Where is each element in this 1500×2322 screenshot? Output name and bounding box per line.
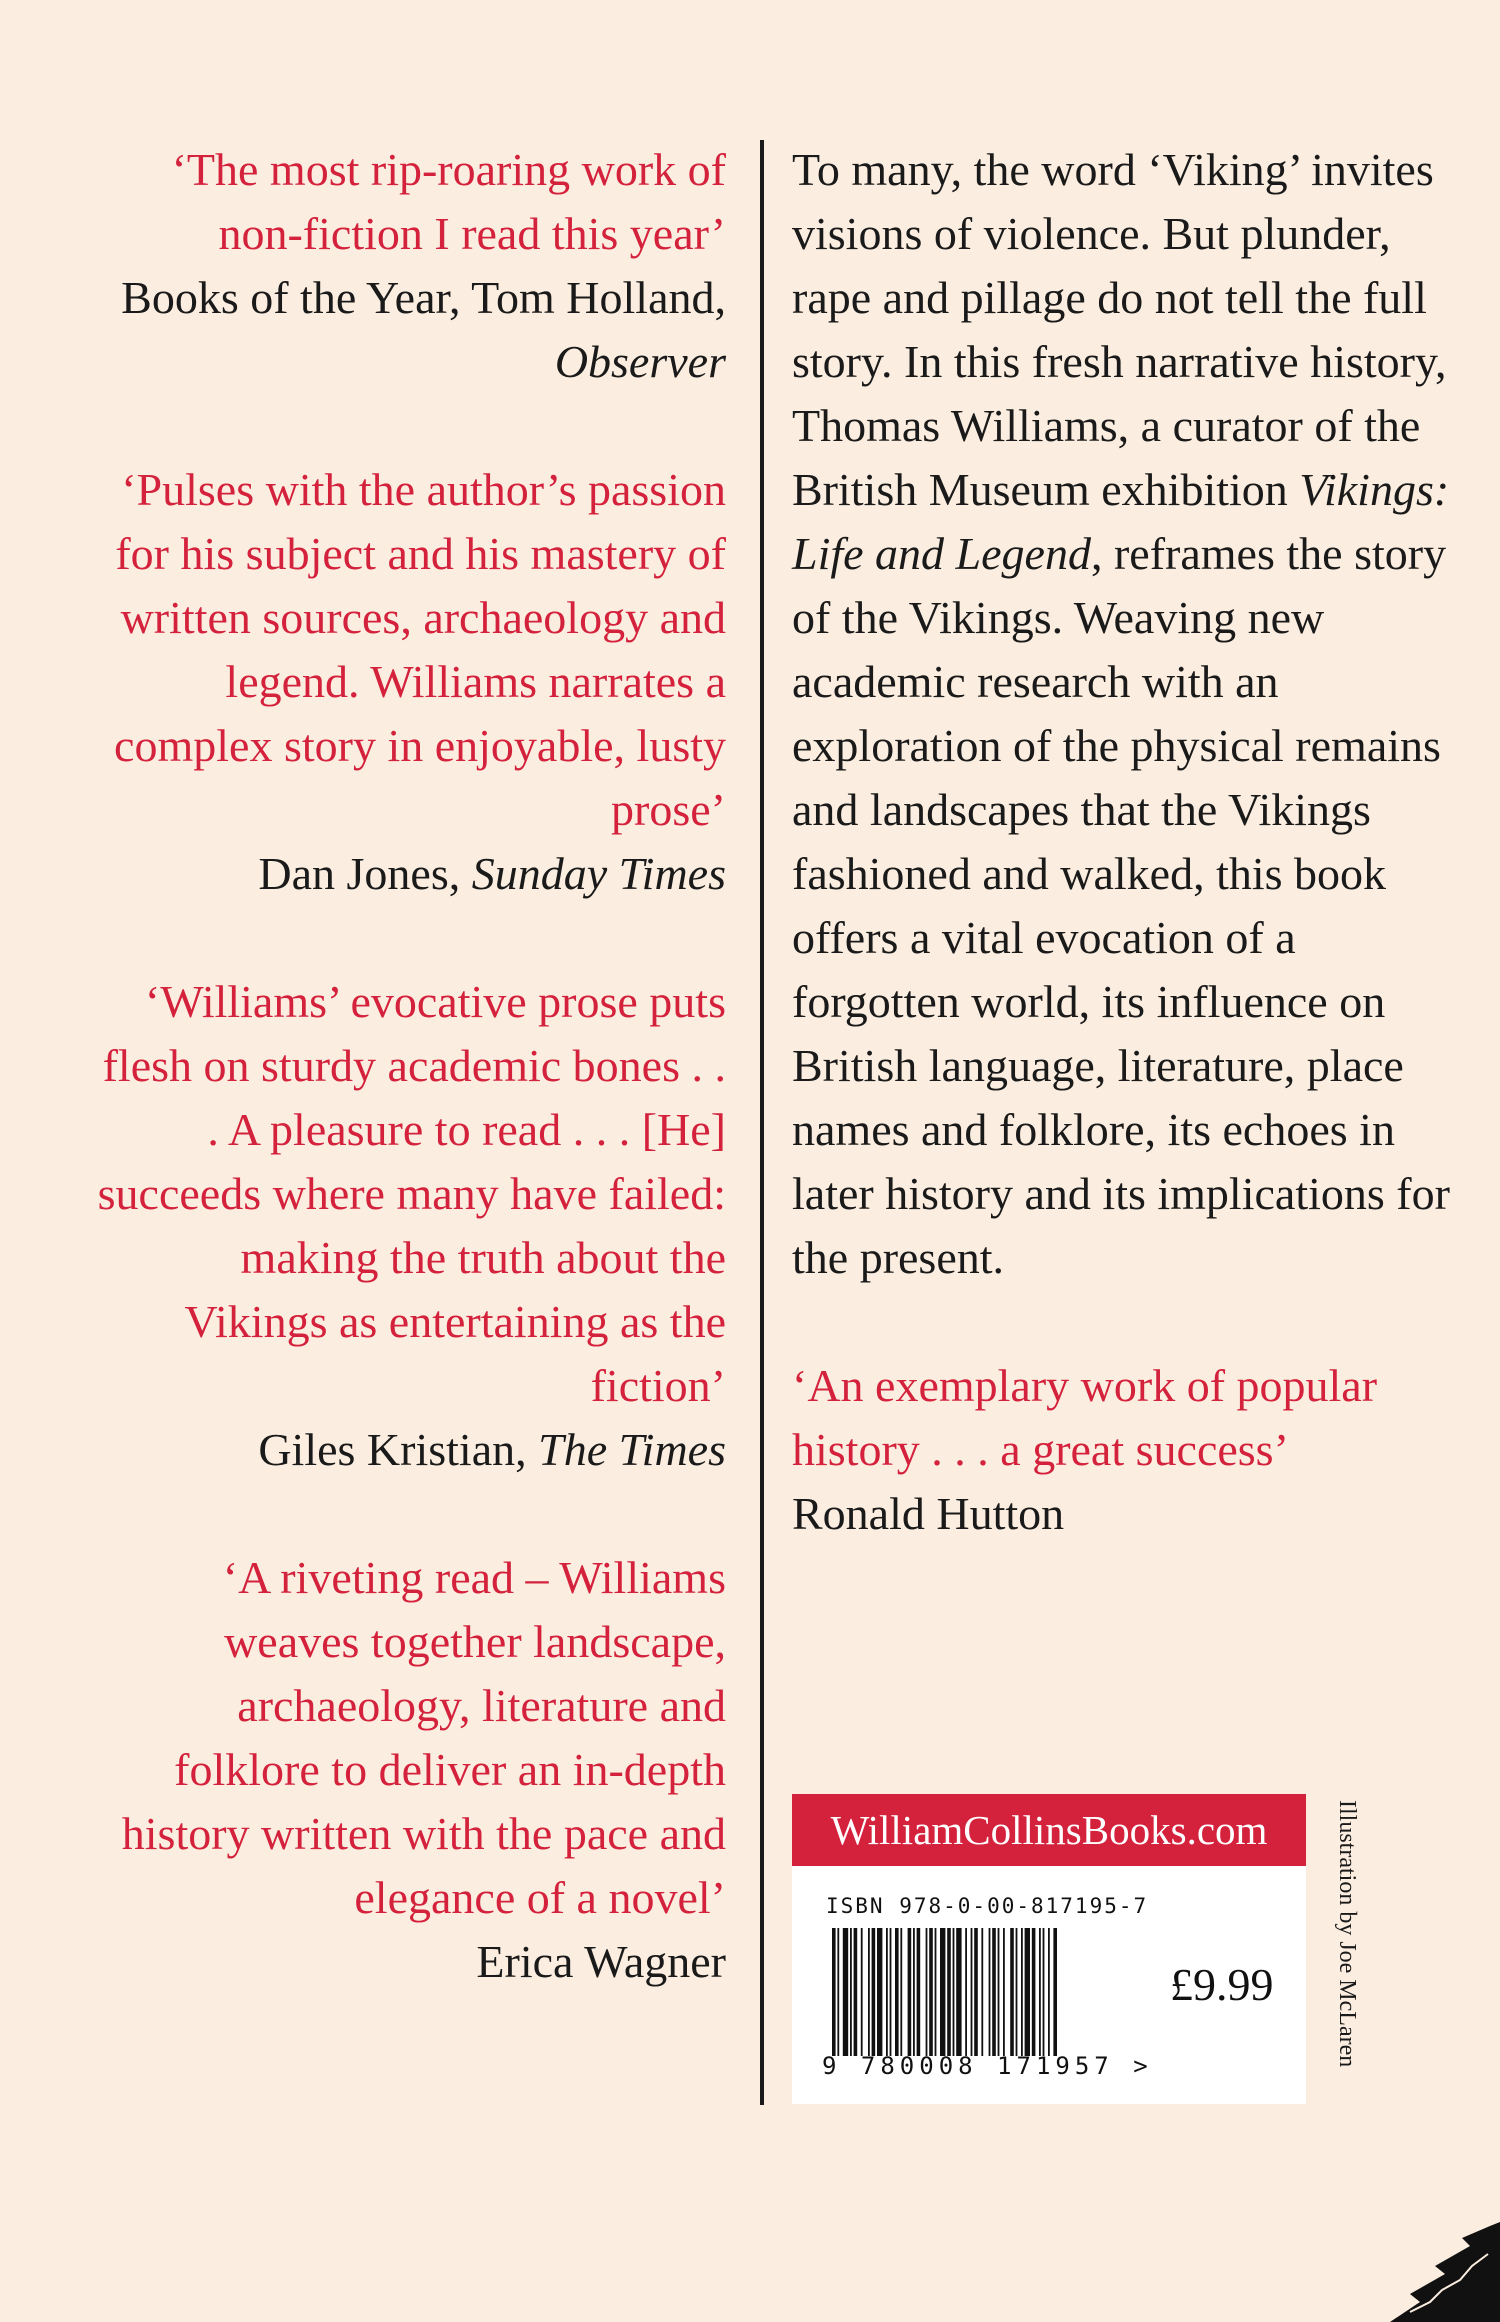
publisher-website: WilliamCollinsBooks.com xyxy=(792,1794,1306,1866)
review-quote: ‘A riveting read – Williams weaves together landscape, archaeology, literature and folklore to deliver an in-depth history written with the pace and elegance of a novel’ xyxy=(121,1552,726,1923)
review-attribution: Ronald Hutton xyxy=(792,1488,1065,1539)
review-quote: ‘The most rip-roaring work of non-fiction I read this year’ xyxy=(171,144,726,259)
review-block xyxy=(90,1546,726,1994)
barcode-digits: 9 780008 171957 > xyxy=(822,2052,1153,2080)
review-quote: ‘An exemplary work of popular history . . . a great success’ xyxy=(792,1360,1378,1475)
review-attribution: Erica Wagner xyxy=(476,1936,726,1987)
review-block xyxy=(792,1354,1452,1546)
blurb-column xyxy=(792,138,1452,1546)
review-block xyxy=(90,138,726,394)
reviews-column xyxy=(90,138,726,2058)
review-attribution: Giles Kristian, The Times xyxy=(258,1424,726,1475)
blurb-text: To many, the word ‘Viking’ invites visions of violence. But plunder, rape and pillage do not tell the full story. In this fresh narrative history, Thomas Williams, a curator of the British Museum exhibition Vikings: Life and Legend, reframes the story of the Vikings. Weaving new academic research with an exploration of the physical remains and landscapes that the Vikings fashioned and walked, this book offers a vital evocation of a forgotten world, its influence on British language, literature, place names and folklore, its echoes in later history and its implications for the present. xyxy=(792,144,1450,1283)
column-divider xyxy=(760,140,764,2105)
barcode-panel xyxy=(792,1866,1306,2104)
price: £9.99 xyxy=(1170,1959,1274,2010)
isbn-text: ISBN 978-0-00-817195-7 xyxy=(826,1894,1149,1918)
review-quote: ‘Williams’ evocative prose puts flesh on sturdy academic bones . . . A pleasure to read . . . [He] succeeds where many have failed: making the truth about the Vikings as entertaining as the fiction’ xyxy=(97,976,726,1411)
illustration-credit: Illustration by Joe McLaren xyxy=(1334,1800,1360,2068)
review-block xyxy=(90,970,726,1482)
corner-graphic xyxy=(1350,2182,1500,2322)
barcode xyxy=(832,1928,1132,2056)
review-attribution: Books of the Year, Tom Holland, Observer xyxy=(121,272,726,387)
review-block xyxy=(90,458,726,906)
review-attribution: Dan Jones, Sunday Times xyxy=(258,848,726,899)
review-quote: ‘Pulses with the author’s passion for his subject and his mastery of written sources, archaeology and legend. Williams narrates a complex story in enjoyable, lusty prose’ xyxy=(114,464,726,835)
